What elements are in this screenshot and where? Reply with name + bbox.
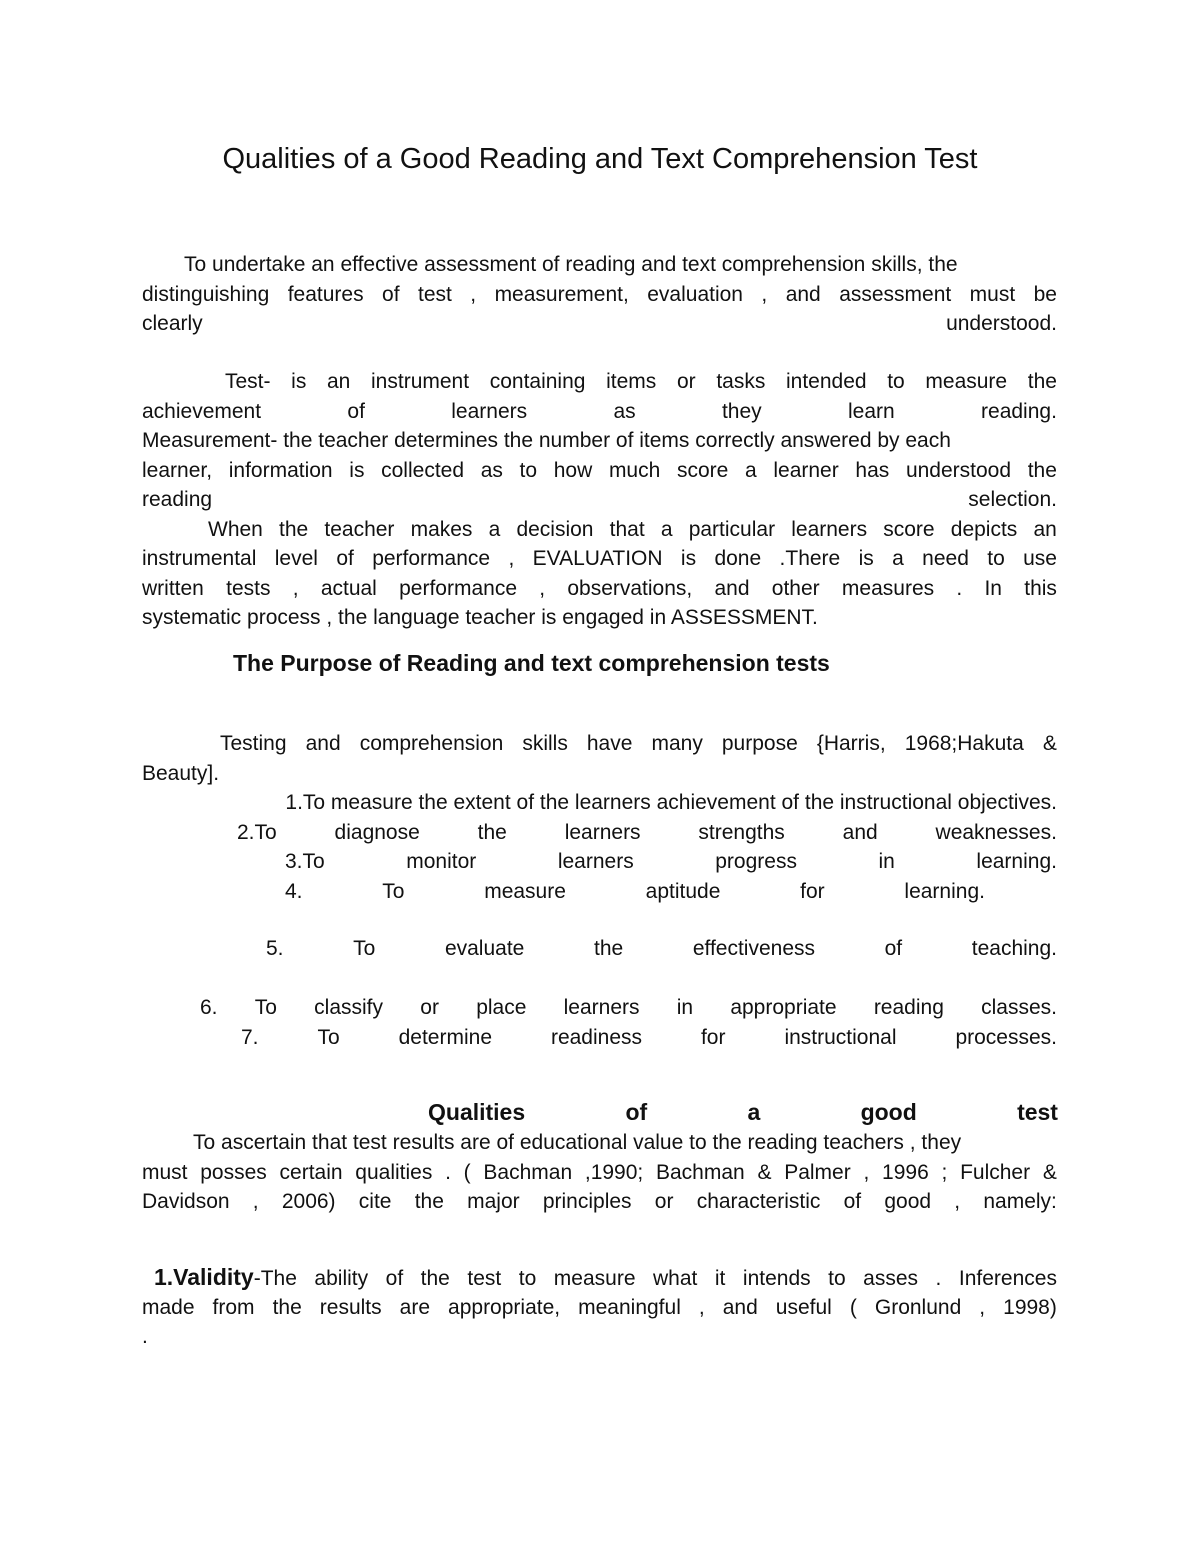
- word: instrumental: [142, 547, 257, 570]
- word: must: [969, 282, 1016, 306]
- word: measure: [553, 1267, 636, 1290]
- word: ;: [941, 1160, 948, 1184]
- word: a: [892, 547, 904, 570]
- word: appropriate: [730, 996, 837, 1019]
- word: assessment: [839, 282, 952, 306]
- word: is: [680, 547, 697, 570]
- word: of: [625, 1099, 648, 1125]
- word: 5.: [266, 937, 284, 960]
- word: of: [385, 1267, 404, 1290]
- word: measurement,: [494, 282, 629, 306]
- word: and: [722, 1295, 758, 1319]
- list-item: [142, 818, 1057, 848]
- word: and: [714, 576, 750, 600]
- word: instructional: [784, 1025, 897, 1049]
- word: are: [399, 1295, 431, 1319]
- list-item: [142, 1023, 1057, 1053]
- word: (: [849, 1295, 857, 1319]
- word: teaching.: [971, 937, 1057, 960]
- word: 6.: [200, 996, 218, 1019]
- word: a: [660, 517, 673, 541]
- word: of: [884, 937, 903, 960]
- word: distinguishing: [142, 282, 270, 306]
- word: reading: [873, 996, 944, 1019]
- purpose-list-cont: [142, 934, 1057, 964]
- word: level: [274, 547, 318, 570]
- word: has: [855, 458, 890, 482]
- word: .: [935, 1267, 942, 1290]
- list-item: [142, 847, 1057, 877]
- word: the: [272, 1295, 302, 1319]
- word: or: [654, 1190, 674, 1213]
- word: actual: [320, 576, 377, 600]
- word: evaluate: [444, 937, 525, 960]
- word: understood: [905, 458, 1012, 482]
- qualities-heading: [428, 1096, 1058, 1128]
- word: 7.: [241, 1025, 259, 1049]
- text-line: [142, 309, 1057, 339]
- word: observations,: [567, 576, 693, 600]
- word: the: [279, 517, 309, 541]
- word: characteristic: [696, 1190, 821, 1213]
- word: Qualities: [428, 1099, 526, 1125]
- word: or: [420, 996, 439, 1019]
- word: the: [420, 1267, 450, 1290]
- word: monitor: [406, 850, 477, 873]
- text-line: [142, 1158, 1057, 1188]
- text-line: systematic process , the language teacher is engaged in ASSESSMENT.: [142, 606, 818, 629]
- word: 2.To: [237, 820, 277, 844]
- word: tasks: [716, 370, 766, 393]
- definitions-paragraph: [142, 367, 1057, 633]
- word: made: [142, 1295, 195, 1319]
- word: ability: [314, 1267, 369, 1290]
- word: Palmer: [784, 1160, 851, 1184]
- word: (: [463, 1160, 471, 1184]
- word: to: [518, 1267, 537, 1290]
- word: ,: [979, 1295, 986, 1319]
- word: they: [721, 399, 762, 423]
- word: of: [347, 399, 365, 423]
- word: particular: [688, 517, 776, 541]
- text-line: [142, 485, 1057, 515]
- word: done: [714, 547, 762, 570]
- word: be: [1033, 282, 1057, 306]
- word: learners: [557, 850, 634, 873]
- word: good: [884, 1190, 932, 1213]
- word: &: [757, 1160, 772, 1184]
- word: In: [984, 576, 1002, 600]
- validity-label: 1.Validity: [154, 1264, 254, 1290]
- word: of: [336, 547, 354, 570]
- word: it: [714, 1267, 726, 1290]
- word: performance: [372, 547, 491, 570]
- word: makes: [410, 517, 473, 541]
- word: ,: [508, 547, 515, 570]
- word: aptitude: [645, 879, 721, 903]
- list-item: [142, 877, 1057, 907]
- word: Davidson: [142, 1190, 230, 1213]
- text-line: [142, 1293, 1057, 1323]
- word: good: [860, 1099, 917, 1125]
- word: appropriate,: [448, 1295, 561, 1319]
- word: other: [771, 576, 820, 600]
- word: comprehension: [359, 732, 504, 755]
- word: evaluation: [647, 282, 743, 306]
- word: collected: [381, 458, 465, 482]
- word: score: [676, 458, 729, 482]
- word: results: [319, 1295, 382, 1319]
- text-line: [142, 397, 1057, 427]
- list-item: [142, 934, 1057, 964]
- word: learners: [563, 996, 640, 1019]
- word: .: [445, 1160, 451, 1184]
- word: ,: [954, 1190, 961, 1213]
- word: learners: [451, 399, 528, 423]
- word: for: [800, 879, 825, 903]
- word: meaningful: [578, 1295, 681, 1319]
- word: determine: [398, 1025, 492, 1049]
- word: a: [488, 517, 501, 541]
- list-item: [142, 993, 1057, 1023]
- word: ,: [761, 282, 768, 306]
- word: Inferences: [958, 1267, 1057, 1290]
- word: diagnose: [334, 820, 420, 844]
- word: what: [653, 1267, 698, 1290]
- word: must: [142, 1160, 188, 1184]
- word: learning.: [976, 850, 1057, 873]
- qualities-paragraph: [142, 1128, 1057, 1217]
- word: useful: [775, 1295, 832, 1319]
- word: measures: [841, 576, 935, 600]
- text-line: Measurement- the teacher determines the number of items correctly answered by each: [142, 429, 951, 452]
- word: as: [613, 399, 636, 423]
- word: weaknesses.: [935, 820, 1057, 844]
- word: learn: [848, 399, 895, 423]
- word: the: [593, 937, 624, 960]
- word: instrument: [371, 370, 470, 393]
- word: readiness: [550, 1025, 643, 1049]
- word: learners: [791, 517, 868, 541]
- word: -The: [253, 1267, 297, 1290]
- word: reading.: [981, 399, 1057, 423]
- word: depicts: [950, 517, 1018, 541]
- word: To: [353, 937, 376, 960]
- word: much: [608, 458, 661, 482]
- word: EVALUATION: [532, 547, 663, 570]
- text-line: [142, 1187, 1057, 1217]
- word: test: [417, 282, 452, 306]
- word: measure: [484, 879, 566, 903]
- word: to: [887, 370, 905, 393]
- text-line: To undertake an effective assessment of reading and text comprehension skills, the: [184, 253, 958, 276]
- word: that: [609, 517, 645, 541]
- word: learner: [773, 458, 839, 482]
- text-line: [142, 1263, 1057, 1293]
- word: is: [858, 547, 874, 570]
- word: need: [922, 547, 969, 570]
- word: classify: [314, 996, 384, 1019]
- word: &: [1042, 732, 1057, 755]
- word: &: [1042, 1160, 1057, 1184]
- word: ,: [698, 1295, 705, 1319]
- word: how: [553, 458, 593, 482]
- word: the: [414, 1190, 444, 1213]
- word: is: [349, 458, 365, 482]
- word: written: [142, 576, 204, 600]
- word: score: [883, 517, 935, 541]
- text-line: Beauty].: [142, 761, 220, 785]
- purpose-list-cont: [142, 993, 1057, 1052]
- word: ,: [252, 1190, 259, 1213]
- word: the: [477, 820, 507, 844]
- word: to: [987, 547, 1005, 570]
- word: cite: [358, 1190, 392, 1213]
- word: .: [956, 576, 963, 600]
- word: is: [291, 370, 307, 393]
- word: learning.: [904, 879, 985, 903]
- word: To: [382, 879, 405, 903]
- word: place: [476, 996, 527, 1019]
- word: Testing: [220, 732, 287, 755]
- word: teacher: [324, 517, 395, 541]
- text-line: [142, 544, 1057, 574]
- word: from: [212, 1295, 255, 1319]
- word: many: [651, 732, 703, 755]
- text-fragment: understood.: [946, 312, 1057, 335]
- word: Bachman: [655, 1160, 745, 1184]
- text-line: To ascertain that test results are of educational value to the reading teachers , they: [193, 1131, 962, 1154]
- validity-paragraph: [142, 1263, 1057, 1352]
- word: information: [228, 458, 333, 482]
- word: for: [700, 1025, 726, 1049]
- word: principles: [542, 1190, 632, 1213]
- word: 1998): [1003, 1295, 1057, 1319]
- word: intended: [785, 370, 867, 393]
- text-line: [142, 515, 1057, 545]
- text-line: .: [142, 1325, 148, 1348]
- word: .There: [779, 547, 841, 570]
- word: skills: [522, 732, 568, 755]
- word: asses: [863, 1267, 919, 1290]
- word: this: [1024, 576, 1057, 600]
- word: test: [1017, 1099, 1058, 1125]
- word: achievement: [142, 399, 262, 423]
- word: To: [254, 996, 277, 1019]
- text-line: [142, 574, 1057, 604]
- word: classes.: [981, 996, 1057, 1019]
- word: in: [878, 850, 895, 873]
- word: major: [467, 1190, 520, 1213]
- word: have: [586, 732, 633, 755]
- word: performance: [399, 576, 517, 600]
- word: {Harris,: [816, 732, 886, 755]
- word: an: [1033, 517, 1057, 541]
- word: ,: [470, 282, 477, 306]
- list-item: 1.To measure the extent of the learners achievement of the instructional objectives.: [285, 791, 1057, 814]
- word: posses: [200, 1160, 267, 1184]
- word: strengths: [698, 820, 785, 844]
- word: Gronlund: [874, 1295, 962, 1319]
- word: and: [842, 820, 878, 844]
- word: progress: [715, 850, 797, 873]
- word: features: [287, 282, 364, 306]
- word: learners: [564, 820, 641, 844]
- word: 2006): [281, 1190, 336, 1213]
- word: purpose: [721, 732, 798, 755]
- text-fragment: [254, 1264, 1057, 1294]
- word: 1996: [882, 1160, 929, 1184]
- word: ,: [863, 1160, 870, 1184]
- purpose-intro: [142, 729, 1057, 788]
- purpose-heading: The Purpose of Reading and text comprehension tests: [233, 650, 830, 676]
- word: an: [327, 370, 351, 393]
- word: to: [828, 1267, 846, 1290]
- word: to: [519, 458, 538, 482]
- purpose-list: [142, 788, 1057, 906]
- word: Bachman: [483, 1160, 573, 1184]
- word: and: [305, 732, 341, 755]
- word: Fulcher: [960, 1160, 1031, 1184]
- word: test: [467, 1267, 502, 1290]
- text-fragment: selection.: [968, 488, 1057, 511]
- word: and: [785, 282, 821, 306]
- word: in: [676, 996, 694, 1019]
- word: of: [843, 1190, 862, 1213]
- word: 4.: [285, 879, 303, 903]
- word: as: [480, 458, 503, 482]
- text-line: [142, 280, 1057, 310]
- word: or: [676, 370, 696, 393]
- text-line: [142, 729, 1057, 759]
- text-line: [142, 367, 1057, 397]
- word: intends: [742, 1267, 811, 1290]
- word: the: [1027, 370, 1057, 393]
- text-fragment: clearly: [142, 312, 203, 335]
- word: tests: [226, 576, 271, 600]
- word: use: [1023, 547, 1057, 570]
- word: processes.: [955, 1025, 1057, 1049]
- word: To: [317, 1025, 340, 1049]
- word: ,: [539, 576, 546, 600]
- word: certain: [279, 1160, 343, 1184]
- intro-paragraph: [142, 250, 1057, 339]
- word: ,1990;: [584, 1160, 644, 1184]
- word: effectiveness: [692, 937, 815, 960]
- word: a: [747, 1099, 761, 1125]
- word: learner,: [142, 458, 213, 482]
- word: containing: [489, 370, 586, 393]
- word: decision: [516, 517, 594, 541]
- word: measure: [925, 370, 1008, 393]
- text-fragment: reading: [142, 488, 213, 511]
- text-line: [142, 456, 1057, 486]
- word: items: [606, 370, 657, 393]
- word: a: [745, 458, 757, 482]
- word: Test-: [225, 370, 271, 393]
- word: qualities: [355, 1160, 433, 1184]
- word: of: [382, 282, 400, 306]
- word: 3.To: [285, 850, 325, 873]
- document-title: Qualities of a Good Reading and Text Comprehension Test: [222, 143, 978, 175]
- word: namely:: [983, 1190, 1057, 1213]
- word: ,: [292, 576, 299, 600]
- word: the: [1027, 458, 1057, 482]
- word: When: [208, 517, 263, 541]
- word: 1968;Hakuta: [904, 732, 1024, 755]
